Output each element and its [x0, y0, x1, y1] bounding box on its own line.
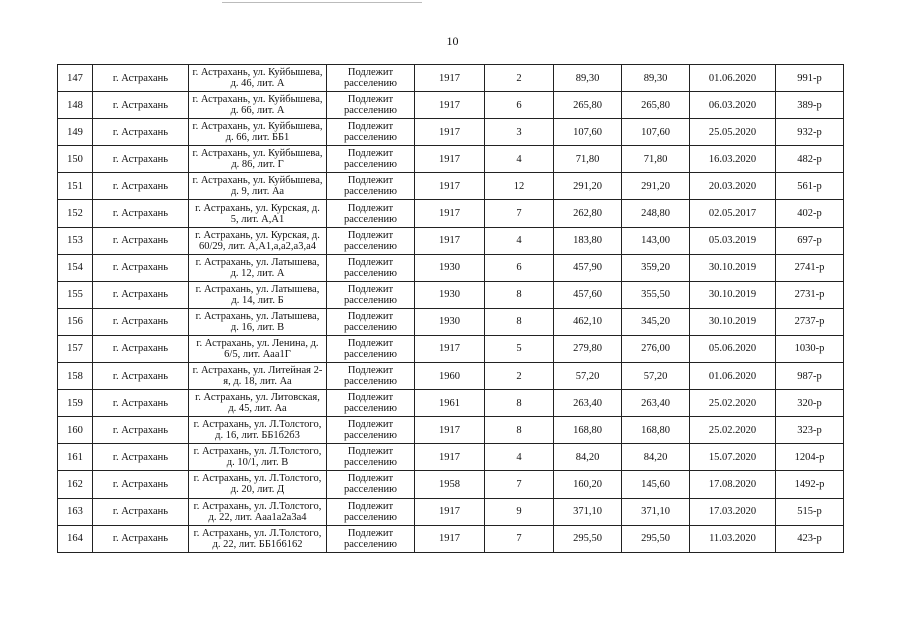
table-row — [58, 308, 844, 335]
status-cell: Подлежит расселению — [327, 308, 415, 335]
city-cell: г. Астрахань — [93, 65, 189, 92]
city-cell: г. Астрахань — [93, 92, 189, 119]
year-cell: 1960 — [415, 363, 485, 390]
address-cell: г. Астрахань, ул. Куйбышева, д. 66, лит. ББ1 — [189, 119, 327, 146]
city-cell: г. Астрахань — [93, 471, 189, 498]
area-living-cell: 371,10 — [622, 498, 690, 525]
area-total-cell: 57,20 — [554, 363, 622, 390]
order-number-cell: 323-р — [776, 417, 844, 444]
year-cell: 1917 — [415, 200, 485, 227]
status-cell: Подлежит расселению — [327, 471, 415, 498]
area-total-cell: 265,80 — [554, 92, 622, 119]
date-cell: 17.03.2020 — [690, 498, 776, 525]
year-cell: 1917 — [415, 92, 485, 119]
status-cell: Подлежит расселению — [327, 335, 415, 362]
city-cell: г. Астрахань — [93, 254, 189, 281]
date-cell: 11.03.2020 — [690, 525, 776, 552]
order-number-cell: 1030-р — [776, 335, 844, 362]
date-cell: 17.08.2020 — [690, 471, 776, 498]
city-cell: г. Астрахань — [93, 390, 189, 417]
date-cell: 02.05.2017 — [690, 200, 776, 227]
order-number-cell: 1492-р — [776, 471, 844, 498]
city-cell: г. Астрахань — [93, 498, 189, 525]
address-cell: г. Астрахань, ул. Л.Толстого, д. 22, лит. Ааа1а2а3а4 — [189, 498, 327, 525]
area-living-cell: 295,50 — [622, 525, 690, 552]
area-living-cell: 89,30 — [622, 65, 690, 92]
table-row — [58, 65, 844, 92]
residents-cell: 7 — [485, 200, 554, 227]
status-cell: Подлежит расселению — [327, 119, 415, 146]
residents-cell: 3 — [485, 119, 554, 146]
area-total-cell: 291,20 — [554, 173, 622, 200]
area-living-cell: 71,80 — [622, 146, 690, 173]
year-cell: 1917 — [415, 335, 485, 362]
row-number: 157 — [58, 335, 93, 362]
table-row — [58, 363, 844, 390]
date-cell: 16.03.2020 — [690, 146, 776, 173]
year-cell: 1917 — [415, 173, 485, 200]
date-cell: 25.02.2020 — [690, 417, 776, 444]
area-living-cell: 291,20 — [622, 173, 690, 200]
row-number: 151 — [58, 173, 93, 200]
order-number-cell: 320-р — [776, 390, 844, 417]
order-number-cell: 697-р — [776, 227, 844, 254]
residents-cell: 7 — [485, 525, 554, 552]
status-cell: Подлежит расселению — [327, 444, 415, 471]
table-row — [58, 254, 844, 281]
area-total-cell: 295,50 — [554, 525, 622, 552]
city-cell: г. Астрахань — [93, 146, 189, 173]
year-cell: 1917 — [415, 65, 485, 92]
address-cell: г. Астрахань, ул. Латышева, д. 12, лит. А — [189, 254, 327, 281]
address-cell: г. Астрахань, ул. Куйбышева, д. 86, лит. Г — [189, 146, 327, 173]
area-total-cell: 160,20 — [554, 471, 622, 498]
date-cell: 30.10.2019 — [690, 308, 776, 335]
city-cell: г. Астрахань — [93, 444, 189, 471]
row-number: 148 — [58, 92, 93, 119]
table-row — [58, 390, 844, 417]
residents-cell: 4 — [485, 146, 554, 173]
address-cell: г. Астрахань, ул. Литейная 2-я, д. 18, лит. Аа — [189, 363, 327, 390]
address-cell: г. Астрахань, ул. Л.Толстого, д. 20, лит. Д — [189, 471, 327, 498]
table-row — [58, 444, 844, 471]
area-living-cell: 263,40 — [622, 390, 690, 417]
table-row — [58, 227, 844, 254]
year-cell: 1917 — [415, 444, 485, 471]
order-number-cell: 2741-р — [776, 254, 844, 281]
area-total-cell: 183,80 — [554, 227, 622, 254]
table-row — [58, 335, 844, 362]
city-cell: г. Астрахань — [93, 200, 189, 227]
table-row — [58, 471, 844, 498]
order-number-cell: 987-р — [776, 363, 844, 390]
residents-cell: 8 — [485, 390, 554, 417]
row-number: 154 — [58, 254, 93, 281]
address-cell: г. Астрахань, ул. Латышева, д. 16, лит. В — [189, 308, 327, 335]
area-living-cell: 84,20 — [622, 444, 690, 471]
city-cell: г. Астрахань — [93, 335, 189, 362]
year-cell: 1917 — [415, 498, 485, 525]
residents-cell: 2 — [485, 363, 554, 390]
status-cell: Подлежит расселению — [327, 254, 415, 281]
table-row — [58, 525, 844, 552]
header-rule — [222, 2, 422, 4]
order-number-cell: 423-р — [776, 525, 844, 552]
city-cell: г. Астрахань — [93, 227, 189, 254]
residents-cell: 4 — [485, 227, 554, 254]
date-cell: 30.10.2019 — [690, 254, 776, 281]
date-cell: 01.06.2020 — [690, 363, 776, 390]
residents-cell: 12 — [485, 173, 554, 200]
order-number-cell: 482-р — [776, 146, 844, 173]
row-number: 152 — [58, 200, 93, 227]
area-living-cell: 143,00 — [622, 227, 690, 254]
date-cell: 30.10.2019 — [690, 281, 776, 308]
area-living-cell: 359,20 — [622, 254, 690, 281]
area-total-cell: 107,60 — [554, 119, 622, 146]
city-cell: г. Астрахань — [93, 281, 189, 308]
area-total-cell: 84,20 — [554, 444, 622, 471]
area-living-cell: 276,00 — [622, 335, 690, 362]
date-cell: 05.06.2020 — [690, 335, 776, 362]
order-number-cell: 2731-р — [776, 281, 844, 308]
year-cell: 1930 — [415, 308, 485, 335]
table-row — [58, 119, 844, 146]
city-cell: г. Астрахань — [93, 119, 189, 146]
residents-cell: 2 — [485, 65, 554, 92]
status-cell: Подлежит расселению — [327, 173, 415, 200]
area-total-cell: 263,40 — [554, 390, 622, 417]
year-cell: 1917 — [415, 146, 485, 173]
order-number-cell: 2737-р — [776, 308, 844, 335]
address-cell: г. Астрахань, ул. Куйбышева, д. 66, лит. А — [189, 92, 327, 119]
residents-cell: 6 — [485, 254, 554, 281]
address-cell: г. Астрахань, ул. Куйбышева, д. 9, лит. Аа — [189, 173, 327, 200]
table-row — [58, 146, 844, 173]
city-cell: г. Астрахань — [93, 417, 189, 444]
row-number: 147 — [58, 65, 93, 92]
area-total-cell: 262,80 — [554, 200, 622, 227]
area-living-cell: 57,20 — [622, 363, 690, 390]
residents-cell: 8 — [485, 308, 554, 335]
address-cell: г. Астрахань, ул. Ленина, д. 6/5, лит. Ааа1Г — [189, 335, 327, 362]
status-cell: Подлежит расселению — [327, 363, 415, 390]
status-cell: Подлежит расселению — [327, 281, 415, 308]
date-cell: 15.07.2020 — [690, 444, 776, 471]
table-row — [58, 498, 844, 525]
year-cell: 1917 — [415, 227, 485, 254]
order-number-cell: 561-р — [776, 173, 844, 200]
row-number: 159 — [58, 390, 93, 417]
area-total-cell: 279,80 — [554, 335, 622, 362]
housing-registry-table — [57, 64, 844, 553]
area-living-cell: 355,50 — [622, 281, 690, 308]
area-living-cell: 168,80 — [622, 417, 690, 444]
row-number: 163 — [58, 498, 93, 525]
year-cell: 1961 — [415, 390, 485, 417]
area-total-cell: 457,60 — [554, 281, 622, 308]
year-cell: 1917 — [415, 119, 485, 146]
row-number: 150 — [58, 146, 93, 173]
table-row — [58, 92, 844, 119]
area-living-cell: 265,80 — [622, 92, 690, 119]
address-cell: г. Астрахань, ул. Л.Толстого, д. 22, лит. ББ1б6162 — [189, 525, 327, 552]
table-row — [58, 173, 844, 200]
city-cell: г. Астрахань — [93, 525, 189, 552]
address-cell: г. Астрахань, ул. Л.Толстого, д. 10/1, лит. В — [189, 444, 327, 471]
row-number: 160 — [58, 417, 93, 444]
address-cell: г. Астрахань, ул. Курская, д. 5, лит. А,А1 — [189, 200, 327, 227]
area-living-cell: 345,20 — [622, 308, 690, 335]
residents-cell: 8 — [485, 417, 554, 444]
table-row — [58, 417, 844, 444]
status-cell: Подлежит расселению — [327, 200, 415, 227]
table-body — [58, 65, 844, 553]
date-cell: 20.03.2020 — [690, 173, 776, 200]
row-number: 161 — [58, 444, 93, 471]
area-total-cell: 371,10 — [554, 498, 622, 525]
status-cell: Подлежит расселению — [327, 65, 415, 92]
order-number-cell: 932-р — [776, 119, 844, 146]
status-cell: Подлежит расселению — [327, 498, 415, 525]
residents-cell: 9 — [485, 498, 554, 525]
residents-cell: 4 — [485, 444, 554, 471]
address-cell: г. Астрахань, ул. Л.Толстого, д. 16, лит. ББ1б2б3 — [189, 417, 327, 444]
status-cell: Подлежит расселению — [327, 92, 415, 119]
residents-cell: 6 — [485, 92, 554, 119]
area-total-cell: 457,90 — [554, 254, 622, 281]
area-total-cell: 89,30 — [554, 65, 622, 92]
row-number: 156 — [58, 308, 93, 335]
year-cell: 1958 — [415, 471, 485, 498]
area-total-cell: 71,80 — [554, 146, 622, 173]
order-number-cell: 402-р — [776, 200, 844, 227]
status-cell: Подлежит расселению — [327, 390, 415, 417]
address-cell: г. Астрахань, ул. Литовская, д. 45, лит. Аа — [189, 390, 327, 417]
city-cell: г. Астрахань — [93, 308, 189, 335]
date-cell: 25.05.2020 — [690, 119, 776, 146]
row-number: 155 — [58, 281, 93, 308]
page-number: 10 — [446, 34, 459, 48]
status-cell: Подлежит расселению — [327, 525, 415, 552]
date-cell: 25.02.2020 — [690, 390, 776, 417]
order-number-cell: 389-р — [776, 92, 844, 119]
date-cell: 01.06.2020 — [690, 65, 776, 92]
area-total-cell: 168,80 — [554, 417, 622, 444]
address-cell: г. Астрахань, ул. Латышева, д. 14, лит. Б — [189, 281, 327, 308]
status-cell: Подлежит расселению — [327, 417, 415, 444]
order-number-cell: 991-р — [776, 65, 844, 92]
residents-cell: 8 — [485, 281, 554, 308]
area-living-cell: 145,60 — [622, 471, 690, 498]
year-cell: 1917 — [415, 525, 485, 552]
date-cell: 05.03.2019 — [690, 227, 776, 254]
area-total-cell: 462,10 — [554, 308, 622, 335]
row-number: 162 — [58, 471, 93, 498]
row-number: 149 — [58, 119, 93, 146]
year-cell: 1930 — [415, 254, 485, 281]
row-number: 153 — [58, 227, 93, 254]
row-number: 164 — [58, 525, 93, 552]
area-living-cell: 248,80 — [622, 200, 690, 227]
city-cell: г. Астрахань — [93, 363, 189, 390]
table-row — [58, 281, 844, 308]
row-number: 158 — [58, 363, 93, 390]
year-cell: 1917 — [415, 417, 485, 444]
order-number-cell: 515-р — [776, 498, 844, 525]
table-row — [58, 200, 844, 227]
area-living-cell: 107,60 — [622, 119, 690, 146]
year-cell: 1930 — [415, 281, 485, 308]
residents-cell: 7 — [485, 471, 554, 498]
residents-cell: 5 — [485, 335, 554, 362]
status-cell: Подлежит расселению — [327, 227, 415, 254]
city-cell: г. Астрахань — [93, 173, 189, 200]
date-cell: 06.03.2020 — [690, 92, 776, 119]
order-number-cell: 1204-р — [776, 444, 844, 471]
status-cell: Подлежит расселению — [327, 146, 415, 173]
address-cell: г. Астрахань, ул. Курская, д. 60/29, лит. А,А1,а,а2,а3,а4 — [189, 227, 327, 254]
address-cell: г. Астрахань, ул. Куйбышева, д. 46, лит. А — [189, 65, 327, 92]
